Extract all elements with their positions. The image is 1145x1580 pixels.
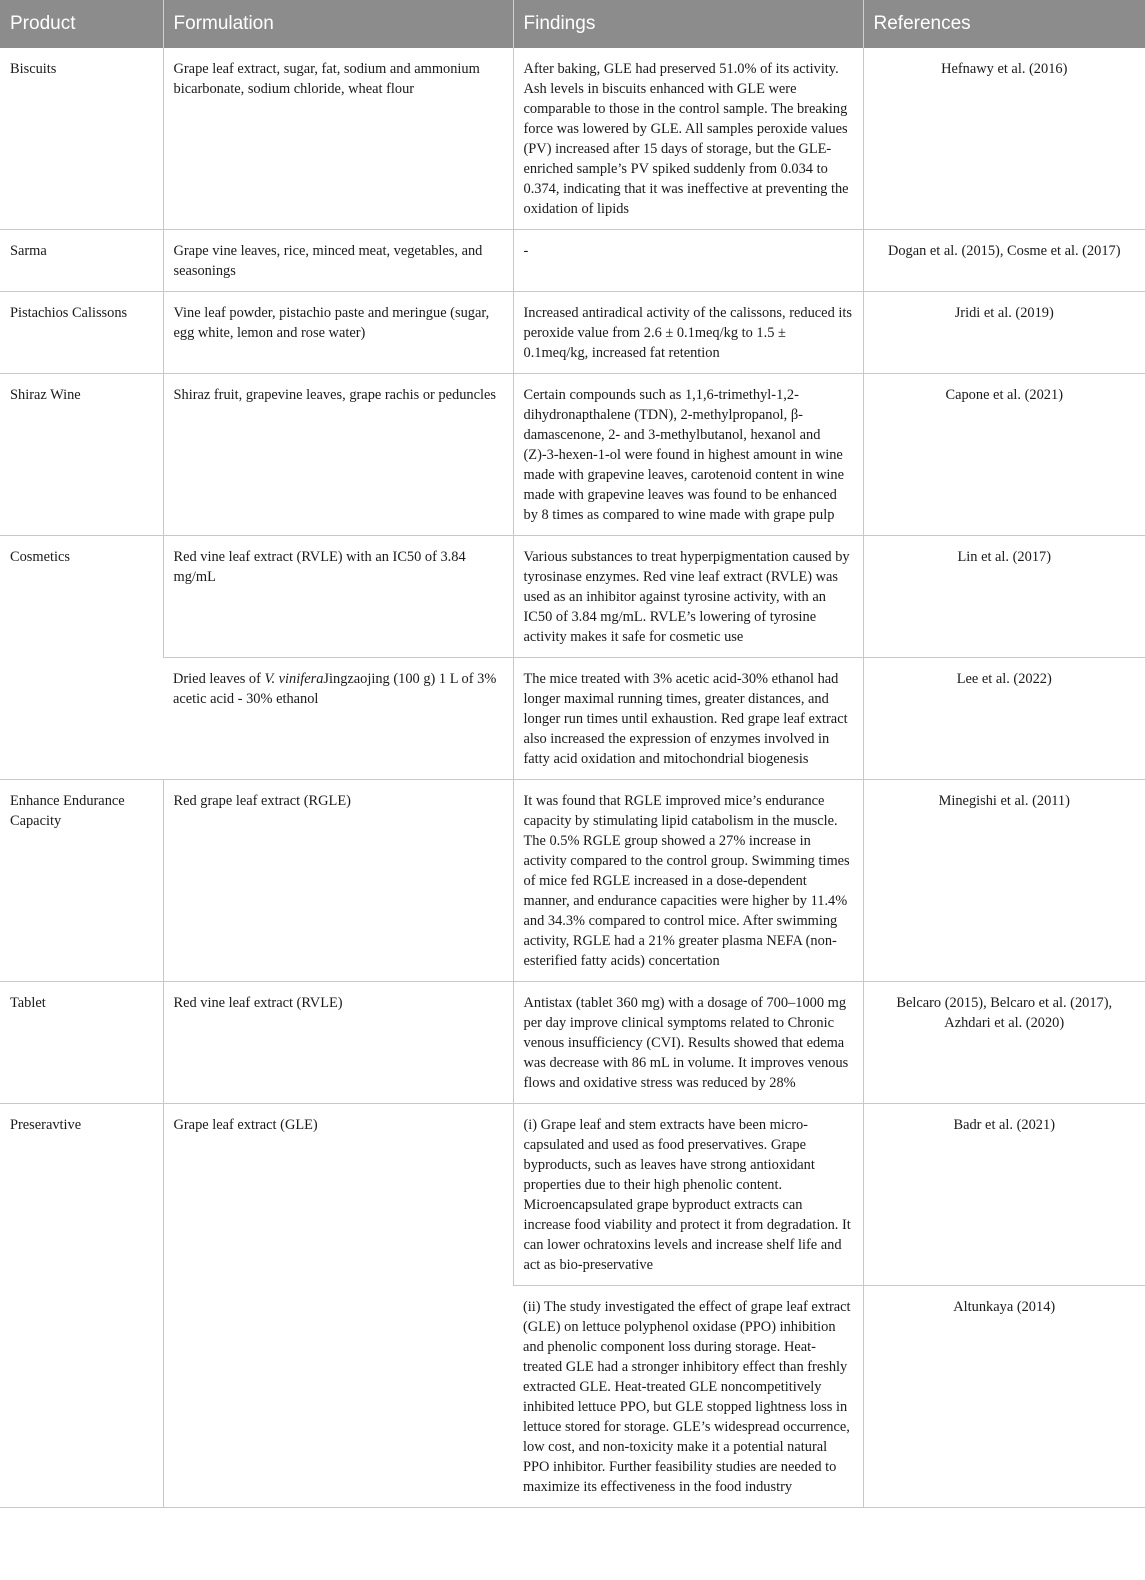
findings-cell: Certain compounds such as 1,1,6-trimethyl-1,2-dihydronapthalene (TDN), 2-methylpropanol, β-damascenone, 2- and 3-methylbutanol, hexanol and (Z)-3-hexen-1-ol were found in highest amount in wine made with grapevine leaves, carotenoid content in wine made with grapevine leaves was found to be enhanced by 8 times as compared to wine made with grape pulp xyxy=(513,374,863,536)
table-row xyxy=(0,536,1145,658)
references-cell: Altunkaya (2014) xyxy=(863,1286,1145,1508)
findings-cell: Various substances to treat hyperpigmentation caused by tyrosinase enzymes. Red vine leaf extract (RVLE) was used as an inhibitor against tyrosine activity, with an IC50 of 3.84 mg/mL. RVLE’s lowering of tyrosine activity makes it safe for cosmetic use xyxy=(513,536,863,658)
findings-cell: (i) Grape leaf and stem extracts have been micro-capsulated and used as food preservatives. Grape byproducts, such as leaves have strong antioxidant properties due to their high phenolic content. Microencapsulated grape byproduct extracts can increase food viability and protect it from degradation. It can lower ochratoxins levels and increase shelf life and act as bio-preservative xyxy=(513,1104,863,1286)
formulation-cell: Red vine leaf extract (RVLE) xyxy=(163,982,513,1104)
references-cell: Dogan et al. (2015), Cosme et al. (2017) xyxy=(863,230,1145,292)
findings-cell: Antistax (tablet 360 mg) with a dosage of 700–1000 mg per day improve clinical symptoms related to Chronic venous insufficiency (CVI). Results showed that edema was decrease with 86 mL in volume. It improves venous flows and oxidative stress was reduced by 28% xyxy=(513,982,863,1104)
product-cell: Cosmetics xyxy=(0,536,163,780)
header-references: References xyxy=(863,0,1145,48)
formulation-text-post: Jingzaojing (100 g) 1 L of 3% acetic acid - 30% ethanol xyxy=(173,671,497,707)
references-cell: Badr et al. (2021) xyxy=(863,1104,1145,1286)
formulation-cell: Shiraz fruit, grapevine leaves, grape rachis or peduncles xyxy=(163,374,513,536)
formulation-text-pre: Dried leaves of xyxy=(173,671,265,687)
table-row xyxy=(0,292,1145,374)
formulation-cell xyxy=(163,658,513,780)
product-cell: Enhance Endurance Capacity xyxy=(0,780,163,982)
findings-cell: After baking, GLE had preserved 51.0% of its activity. Ash levels in biscuits enhanced with GLE were comparable to those in the control sample. The breaking force was lowered by GLE. All samples peroxide values (PV) increased after 15 days of storage, but the GLE-enriched sample’s PV spiked suddenly from 0.034 to 0.374, indicating that it was ineffective at preventing the oxidation of lipids xyxy=(513,48,863,230)
header-findings: Findings xyxy=(513,0,863,48)
findings-cell: (ii) The study investigated the effect of grape leaf extract (GLE) on lettuce polyphenol oxidase (PPO) inhibition and phenolic component loss during storage. Heat-treated GLE had a stronger inhibitory effect than freshly extracted GLE. Heat-treated GLE noncompetitively inhibited lettuce PPO, but GLE stopped lightness loss in lettuce stored for storage. GLE’s widespread occurrence, low cost, and non-toxicity make it a potential natural PPO inhibitor. Further feasibility studies are needed to maximize its effectiveness in the food industry xyxy=(513,1286,863,1508)
formulation-cell: Grape leaf extract, sugar, fat, sodium and ammonium bicarbonate, sodium chloride, wheat flour xyxy=(163,48,513,230)
table-row xyxy=(0,658,1145,780)
product-cell: Tablet xyxy=(0,982,163,1104)
table-row xyxy=(0,374,1145,536)
formulation-cell: Grape vine leaves, rice, minced meat, vegetables, and seasonings xyxy=(163,230,513,292)
references-cell: Hefnawy et al. (2016) xyxy=(863,48,1145,230)
references-cell: Lee et al. (2022) xyxy=(863,658,1145,780)
formulation-cell: Vine leaf powder, pistachio paste and meringue (sugar, egg white, lemon and rose water) xyxy=(163,292,513,374)
references-cell: Belcaro (2015), Belcaro et al. (2017), Azhdari et al. (2020) xyxy=(863,982,1145,1104)
species-name: V. vinifera xyxy=(264,671,324,687)
references-cell: Jridi et al. (2019) xyxy=(863,292,1145,374)
findings-cell: It was found that RGLE improved mice’s endurance capacity by stimulating lipid catabolism in the muscle. The 0.5% RGLE group showed a 27% increase in activity compared to the control group. Swimming times of mice fed RGLE increased in a dose-dependent manner, and endurance capacities were higher by 11.4% and 34.3% compared to control mice. After swimming activity, RGLE had a 21% greater plasma NEFA (non-esterified fatty acids) concertation xyxy=(513,780,863,982)
table-row xyxy=(0,230,1145,292)
references-cell: Lin et al. (2017) xyxy=(863,536,1145,658)
findings-cell: The mice treated with 3% acetic acid-30% ethanol had longer maximal running times, greater distances, and longer run times until exhaustion. Red grape leaf extract also increased the expression of enzymes involved in fatty acid oxidation and mitochondrial biogenesis xyxy=(513,658,863,780)
references-cell: Capone et al. (2021) xyxy=(863,374,1145,536)
formulation-cell: Red vine leaf extract (RVLE) with an IC50 of 3.84 mg/mL xyxy=(163,536,513,658)
references-cell: Minegishi et al. (2011) xyxy=(863,780,1145,982)
header-formulation: Formulation xyxy=(163,0,513,48)
table-row xyxy=(0,1104,1145,1286)
table-row xyxy=(0,982,1145,1104)
product-cell: Pistachios Calissons xyxy=(0,292,163,374)
findings-cell: - xyxy=(513,230,863,292)
formulation-cell: Grape leaf extract (GLE) xyxy=(163,1104,513,1508)
formulation-cell: Red grape leaf extract (RGLE) xyxy=(163,780,513,982)
product-cell: Shiraz Wine xyxy=(0,374,163,536)
table-row xyxy=(0,780,1145,982)
header-product: Product xyxy=(0,0,163,48)
product-cell: Biscuits xyxy=(0,48,163,230)
table-row xyxy=(0,48,1145,230)
product-cell: Sarma xyxy=(0,230,163,292)
header-row xyxy=(0,0,1145,48)
product-cell: Preseravtive xyxy=(0,1104,163,1508)
findings-cell: Increased antiradical activity of the calissons, reduced its peroxide value from 2.6 ± 0.1meq/kg to 1.5 ± 0.1meq/kg, increased fat retention xyxy=(513,292,863,374)
